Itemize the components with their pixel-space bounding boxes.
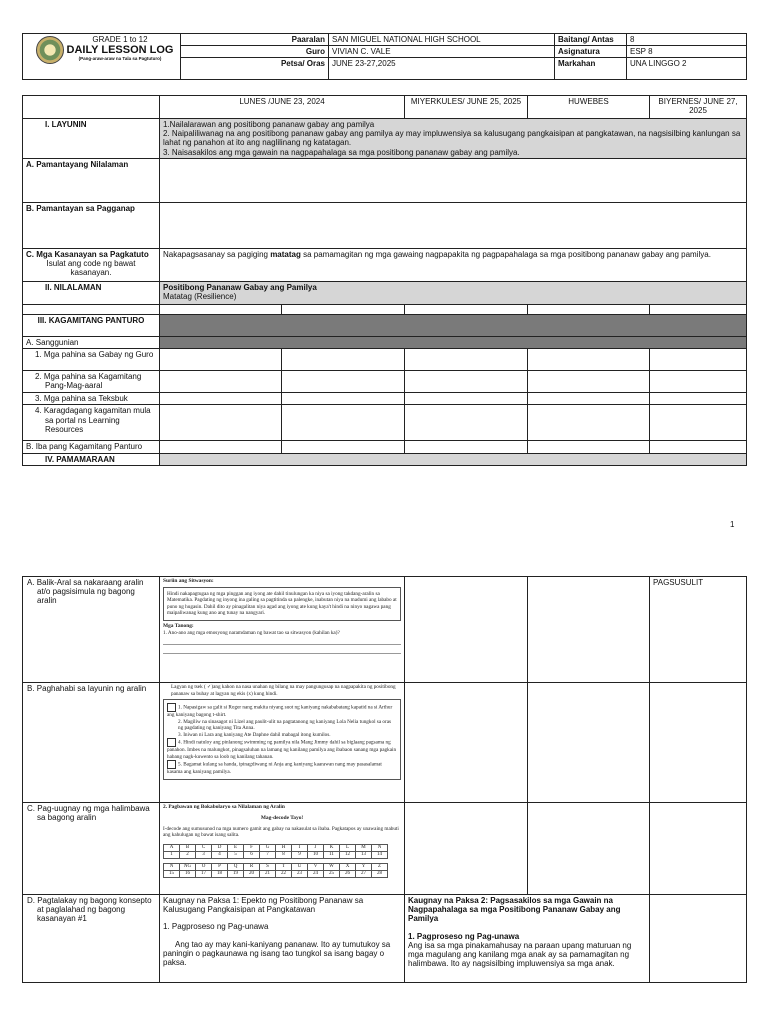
kagamitan-shade — [160, 337, 747, 349]
blank-cell — [528, 393, 650, 405]
snippet-box — [163, 699, 401, 780]
kagamitan-item: 3. Mga pahina sa Teksbuk — [23, 393, 160, 405]
cipher-letter: Ñ — [164, 863, 180, 870]
snippet-item — [167, 719, 397, 732]
cipher-number: 17 — [196, 870, 212, 877]
blank-cell — [282, 441, 405, 453]
snippet-box: Hindi nakapagtugaa ng mga pinggan ang iyong ate dahil tinulungan ka niya sa iyong takdang-aralin sa Matematika. Pagdating ng inyong ina galing sa pagtitinda sa palengke, inabutan niya na madumi ang lababo at puno ng hugasin. Dahil dito ay pinagalitan niya agad ang iyong ate kung kaya't hindi na ninyo nagawa pang maipaliwanag kung ano ang tunay na nangyari. — [163, 587, 401, 621]
doc-subtitle: (Pang-araw-araw na Tala sa Pagtuturo) — [78, 56, 162, 62]
header-value: VIVIAN C. VALE — [329, 46, 555, 58]
blank-cell — [405, 393, 528, 405]
cipher-number: 16 — [180, 870, 196, 877]
activity-snippet — [163, 578, 401, 654]
nilalaman-sub: Matatag (Resilience) — [163, 292, 237, 302]
cipher-letter: I — [292, 844, 308, 851]
snippet-body: I-decode ang sumusunod na mga numero gamit ang gabay na nakasulat sa ibaba. Pagkatapos ay unawaing mabuti ang kahulugan ng bawat isang salita. — [163, 825, 399, 838]
blank-cell — [23, 305, 160, 315]
header-label: Markahan — [555, 58, 627, 80]
cipher-letter: J — [308, 844, 324, 851]
blank-cell — [405, 305, 528, 315]
cipher-number: 27 — [356, 870, 372, 877]
header-value: JUNE 23-27,2025 — [329, 58, 555, 80]
activity-snippet — [163, 804, 401, 878]
topic-body: Ang isa sa mga pinakamahusay na paraan upang maturuan ng mga magulang ang kanilang mga anak ay sa pamamagitan ng halimbawa. Ito ay nagsisilbing impluwensiya sa mga anak. — [408, 940, 632, 969]
cipher-number: 11 — [324, 851, 340, 858]
cipher-letter: V — [308, 863, 324, 870]
layunin-line: 3. Naisasakilos ang mga gawain na nagpapahalaga sa mga positibong pananaw gabay ang pamilya. — [163, 147, 520, 157]
blank-cell — [160, 305, 282, 315]
pagsusulit-label: PAGSUSULIT — [650, 577, 747, 683]
header-value: 8 — [627, 34, 747, 46]
blank-cell — [528, 371, 650, 393]
snippet-question: 1. Ano-ano ang mga emosyong naramdaman ng bawat tao sa sitwasyon (kahilan ka)? — [163, 629, 340, 636]
snippet-item — [167, 738, 397, 760]
cipher-letter: N — [372, 844, 388, 851]
topic-title: Kaugnay na Paksa 2: Pagsasakilos sa mga Gawain na Nagpapahalaga sa mga Positibong Pananaw Gabay ang Pamilya — [408, 896, 621, 924]
cipher-number: 13 — [356, 851, 372, 858]
cipher-letter: W — [324, 863, 340, 870]
cipher-number: 5 — [228, 851, 244, 858]
blank-cell — [160, 371, 282, 393]
cipher-letter: C — [196, 844, 212, 851]
cipher-number: 20 — [244, 870, 260, 877]
blank-cell — [528, 803, 650, 895]
checkbox-icon — [167, 738, 176, 747]
blank-cell — [160, 441, 282, 453]
cipher-letter: Z — [372, 863, 388, 870]
cipher-letter: NG — [180, 863, 196, 870]
blank-cell — [405, 405, 528, 441]
header-title-cell — [23, 34, 181, 80]
cipher-letter: G — [260, 844, 276, 851]
kagamitan-item: 2. Mga pahina sa Kagamitang Pang-Mag-aaral — [23, 371, 160, 393]
topic-body: Ang tao ay may kani-kaniyang pananaw. Ito ay tumutukoy sa paningin o pagkaunawa ng isang tao tungkol sa isang bagay o paksa. — [163, 939, 391, 967]
blank-cell — [405, 577, 528, 683]
snippet-intro: Lagyan ng tsek ( ✓)ang kahon na nasa unahan ng bilang na may pangungusap na nagpapakita ng positibong pananaw sa buhay at lagyan ng ekis (x) kung hindi. — [171, 684, 396, 697]
nilalaman-title: Positibong Pananaw Gabay ang Pamilya — [163, 283, 317, 292]
blank-cell — [405, 349, 528, 371]
blank-cell — [650, 683, 747, 803]
pamamaraan-shade — [160, 453, 747, 465]
blank-cell — [405, 441, 528, 453]
cipher-number: 4 — [212, 851, 228, 858]
cipher-letter: U — [292, 863, 308, 870]
snippet-item-text: 3. Iniwan ni Lara ang kaniyang Ate Daphne dahil mabagal itong kumilos. — [178, 731, 331, 738]
snippet-question-title: Mga Tanong: — [163, 622, 194, 629]
kasanayan-label-cell — [23, 249, 160, 282]
blank-cell — [405, 371, 528, 393]
cipher-letter: Q — [228, 863, 244, 870]
day-header: MIYERKULES/ JUNE 25, 2025 — [405, 96, 528, 119]
checkbox-icon — [167, 760, 176, 769]
cipher-letter: T — [276, 863, 292, 870]
day-header: BIYERNES/ JUNE 27, 2025 — [650, 96, 747, 119]
blank-cell — [650, 349, 747, 371]
nilalaman-content — [160, 282, 747, 305]
step-c-label: C. Pag-uugnay ng mga halimbawa sa bagong aralin — [23, 803, 160, 895]
cipher-number: 21 — [260, 870, 276, 877]
blank-cell — [23, 96, 160, 119]
nilalaman-label: II. NILALAMAN — [23, 282, 160, 305]
day-header: HUWEBES — [528, 96, 650, 119]
blank-cell — [405, 683, 528, 803]
header-label: Guro — [181, 46, 329, 58]
cipher-letter: F — [244, 844, 260, 851]
snippet-item-text: 1. Napasigaw sa galit si Roger nang makita niyang suot ng kaniyang nakababatang kapatid na si Arthur ang kaniyang bagong t-shirt. — [167, 704, 393, 718]
kasanayan-label: C. Mga Kasanayan sa Pagkatuto — [26, 250, 149, 259]
cipher-letter: Y — [356, 863, 372, 870]
cipher-letter: O — [196, 863, 212, 870]
step-a-content — [160, 577, 405, 683]
cipher-table-2 — [163, 863, 388, 878]
layunin-line: 1.Nailalarawan ang positibong pananaw gabay ang pamilya — [163, 120, 375, 129]
blank-cell — [160, 393, 282, 405]
blank-cell — [650, 393, 747, 405]
pamantayan-pagganap-label: B. Pamantayan sa Pagganap — [23, 203, 160, 249]
blank-cell — [650, 305, 747, 315]
cipher-number: 19 — [228, 870, 244, 877]
pamantayan-nilalaman-content — [160, 159, 747, 203]
header-value: ESP 8 — [627, 46, 747, 58]
cipher-letter: R — [244, 863, 260, 870]
cipher-number: 22 — [276, 870, 292, 877]
cipher-number: 10 — [308, 851, 324, 858]
cipher-number: 12 — [340, 851, 356, 858]
header-label: Petsa/ Oras — [181, 58, 329, 80]
cipher-letter: D — [212, 844, 228, 851]
snippet-title: Suriin ang Sitwasyon: — [163, 578, 214, 584]
cipher-letter: X — [340, 863, 356, 870]
cipher-number: 1 — [164, 851, 180, 858]
cipher-number: 26 — [340, 870, 356, 877]
cipher-number: 2 — [180, 851, 196, 858]
cipher-number: 3 — [196, 851, 212, 858]
cipher-number: 8 — [276, 851, 292, 858]
layunin-content — [160, 119, 747, 159]
cipher-number: 28 — [372, 870, 388, 877]
header-table — [22, 33, 747, 80]
cipher-letter: H — [276, 844, 292, 851]
cipher-letter: M — [356, 844, 372, 851]
blank-cell — [650, 405, 747, 441]
blank-cell — [405, 803, 528, 895]
procedure-table — [22, 576, 747, 983]
blank-cell — [282, 393, 405, 405]
topic-subheading: 1. Pagproseso ng Pag-unawa — [408, 931, 520, 941]
snippet-item — [167, 760, 397, 776]
cipher-number: 25 — [324, 870, 340, 877]
blank-cell — [160, 405, 282, 441]
blank-cell — [528, 683, 650, 803]
blank-cell — [528, 577, 650, 683]
step-d-label: D. Pagtalakay ng bagong konsepto at paglalahad ng bagong kasanayan #1 — [23, 895, 160, 983]
blank-cell — [528, 441, 650, 453]
pamantayan-nilalaman-label: A. Pamantayang Nilalaman — [23, 159, 160, 203]
lesson-table — [22, 95, 747, 466]
kasanayan-text: sa pamamagitan ng mga gawaing nagpapakita ng pagpapahalaga sa mga positibong pananaw gabay ang pamilya. — [300, 250, 711, 259]
blank-cell — [528, 305, 650, 315]
blank-cell — [650, 441, 747, 453]
kasanayan-sub: Isulat ang code ng bawat kasanayan. — [46, 259, 136, 278]
cipher-number: 14 — [372, 851, 388, 858]
cipher-number: 23 — [292, 870, 308, 877]
grade-label: GRADE 1 to 12 — [92, 35, 148, 44]
header-label: Asignatura — [555, 46, 627, 58]
cipher-number: 18 — [212, 870, 228, 877]
kagamitan-label: III. KAGAMITANG PANTURO — [23, 315, 160, 337]
step-a-label: A. Balik-Aral sa nakaraang aralin at/o pagsisimula ng bagong aralin — [23, 577, 160, 683]
checkbox-icon — [167, 703, 176, 712]
step-c-content — [160, 803, 405, 895]
cipher-table-1 — [163, 844, 388, 859]
topic-subheading: 1. Pagproseso ng Pag-unawa — [163, 922, 269, 932]
blank-cell — [160, 349, 282, 371]
activity-snippet — [163, 684, 401, 780]
blank-cell — [282, 349, 405, 371]
blank-cell — [282, 305, 405, 315]
cipher-number: 24 — [308, 870, 324, 877]
blank-cell — [282, 405, 405, 441]
snippet-item-text: 5. Bagamat kulang sa handa, ipinagdiwang ni Anja ang kaniyang kaarawan nang may pasasalamat kasama ang kaniyang pamilya. — [167, 761, 382, 775]
kagamitan-item: A. Sanggunian — [23, 337, 160, 349]
step-b-label: B. Paghahabi sa layunin ng aralin — [23, 683, 160, 803]
cipher-letter: B — [180, 844, 196, 851]
topic-title: Kaugnay na Paksa 1: Epekto ng Positibong Pananaw sa Kalusugang Pangkaisipan at Pangkatawan — [163, 896, 364, 915]
kagamitan-item: 1. Mga pahina sa Gabay ng Guro — [23, 349, 160, 371]
kasanayan-bold: matatag — [270, 250, 301, 259]
blank-cell — [528, 349, 650, 371]
snippet-title: 2. Pagbawan ng Bokabolaryo sa Nilalaman ng Aralin — [163, 804, 285, 810]
cipher-number: 6 — [244, 851, 260, 858]
pamantayan-pagganap-content — [160, 203, 747, 249]
kasanayan-text: Nakapagsasanay sa pagiging — [163, 250, 271, 259]
kagamitan-item: B. Iba pang Kagamitang Panturo — [23, 441, 160, 453]
cipher-letter: K — [324, 844, 340, 851]
cipher-letter: S — [260, 863, 276, 870]
kasanayan-content — [160, 249, 747, 282]
cipher-number: 15 — [164, 870, 180, 877]
cipher-letter: A — [164, 844, 180, 851]
blank-cell — [650, 371, 747, 393]
blank-cell — [528, 405, 650, 441]
blank-cell — [650, 803, 747, 895]
day-header: LUNES /JUNE 23, 2024 — [160, 96, 405, 119]
step-d-content — [160, 895, 405, 983]
cipher-letter: P — [212, 863, 228, 870]
step-b-content — [160, 683, 405, 803]
blank-cell — [650, 895, 747, 983]
header-value: UNA LINGGO 2 — [627, 58, 747, 80]
blank-cell — [282, 371, 405, 393]
snippet-item-text: 2. Magiliw na sinasagot ni Lizel ang paulit-ulit na pagtatanong ng kaniyang Lola Nelia tungkol sa oras ng pagdating ng kaniyang Tita Anna. — [178, 718, 392, 731]
kagamitan-shade — [160, 315, 747, 337]
cipher-number: 7 — [260, 851, 276, 858]
header-label: Paaralan — [181, 34, 329, 46]
cipher-number: 9 — [292, 851, 308, 858]
layunin-line: 2. Naipaliliwanag na ang positibong pananaw gabay ang pamilya ay may impluwensiya sa kalusugang pangkaisipan at pangkatawan, na nagsisilbing kanlungan sa lahat ng panahon at ito ang naglilinang ng katatagan. — [163, 129, 741, 148]
snippet-subtitle: Mag-decode Tayo! — [260, 814, 304, 821]
cipher-letter: E — [228, 844, 244, 851]
snippet-item-text: 4. Hindi natuloy ang pinlanong swimming ng pamilya nila Mang Jimmy dahil sa biglaang pagsama ng panahon. Imbes na malungkot, pinagsaluhan na lamang ng kanilang pamilya ang ibabaon sanang mga pagkain habang nagk-kuwento sa loob ng kanilang tahanan. — [167, 739, 397, 760]
header-label: Baitang/ Antas — [555, 34, 627, 46]
doc-title: DAILY LESSON LOG — [66, 44, 174, 57]
pamamaraan-label: IV. PAMAMARAAN — [23, 453, 160, 465]
header-value: SAN MIGUEL NATIONAL HIGH SCHOOL — [329, 34, 555, 46]
layunin-label: I. LAYUNIN — [23, 119, 160, 159]
cipher-letter: L — [340, 844, 356, 851]
page-number: 1 — [730, 520, 735, 529]
step-d-content-2 — [405, 895, 650, 983]
snippet-item — [167, 703, 397, 719]
kagamitan-item: 4. Karagdagang kagamitan mula sa portal ns Learning Resources — [23, 405, 160, 441]
